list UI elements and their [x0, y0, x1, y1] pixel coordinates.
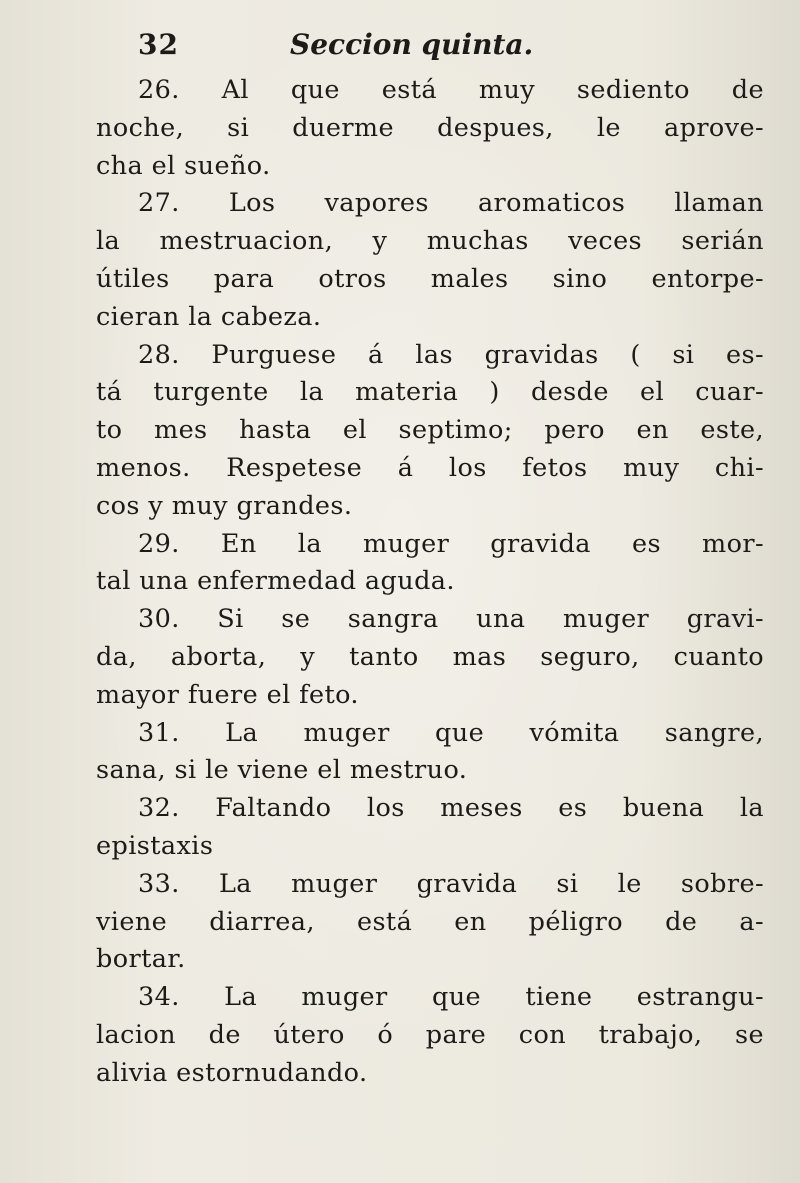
text-line: útiles para otros males sino entorpe- [96, 263, 764, 294]
page-header [138, 22, 698, 66]
aphorism-34 [96, 979, 764, 1092]
text-line: 33. La muger gravida si le sobre- [138, 868, 764, 899]
text-line: to mes hasta el septimo; pero en este, [96, 415, 764, 446]
aphorism-31 [96, 715, 764, 791]
text-line: mayor fuere el feto. [96, 679, 359, 710]
text-line: menos. Respetese á los fetos muy chi- [96, 452, 764, 483]
body-text [96, 72, 764, 1093]
text-line: 34. La muger que tiene estrangu- [138, 982, 764, 1013]
text-line: 32. Faltando los meses es buena la [138, 793, 764, 824]
page-number: 32 [138, 28, 179, 61]
text-line: la mestruacion, y muchas veces serián [96, 226, 764, 257]
text-line: epistaxis [96, 830, 214, 861]
text-line: 26. Al que está muy sediento de [138, 75, 764, 105]
text-line: cos y muy grandes. [96, 490, 353, 521]
text-line: lacion de útero ó pare con trabajo, se [96, 1019, 764, 1050]
running-title: Seccion quinta. [290, 28, 534, 61]
text-line: sana, si le viene el mestruo. [96, 755, 468, 786]
text-line: 29. En la muger gravida es mor- [138, 528, 764, 559]
aphorism-30 [96, 601, 764, 714]
aphorism-27 [96, 185, 764, 336]
aphorism-33 [96, 866, 764, 979]
text-line: viene diarrea, está en péligro de a- [96, 906, 764, 937]
text-line: 31. La muger que vómita sangre, [138, 717, 764, 748]
text-line: cha el sueño. [96, 150, 271, 181]
aphorism-28 [96, 337, 764, 526]
text-line: tá turgente la materia ) desde el cuar- [96, 377, 764, 408]
aphorism-26 [96, 72, 764, 185]
text-line: bortar. [96, 944, 186, 975]
text-line: 30. Si se sangra una muger gravi- [138, 604, 764, 635]
text-line: noche, si duerme despues, le aprove- [96, 112, 764, 143]
aphorism-29 [96, 526, 764, 602]
text-line: 28. Purguese á las gravidas ( si es- [138, 339, 764, 370]
text-line: tal una enfermedad aguda. [96, 566, 455, 597]
aphorism-32 [96, 790, 764, 866]
text-line: 27. Los vapores aromaticos llaman [138, 188, 764, 219]
text-line: alivia estornudando. [96, 1057, 368, 1088]
text-line: cieran la cabeza. [96, 301, 322, 332]
text-line: da, aborta, y tanto mas seguro, cuanto [96, 641, 764, 672]
